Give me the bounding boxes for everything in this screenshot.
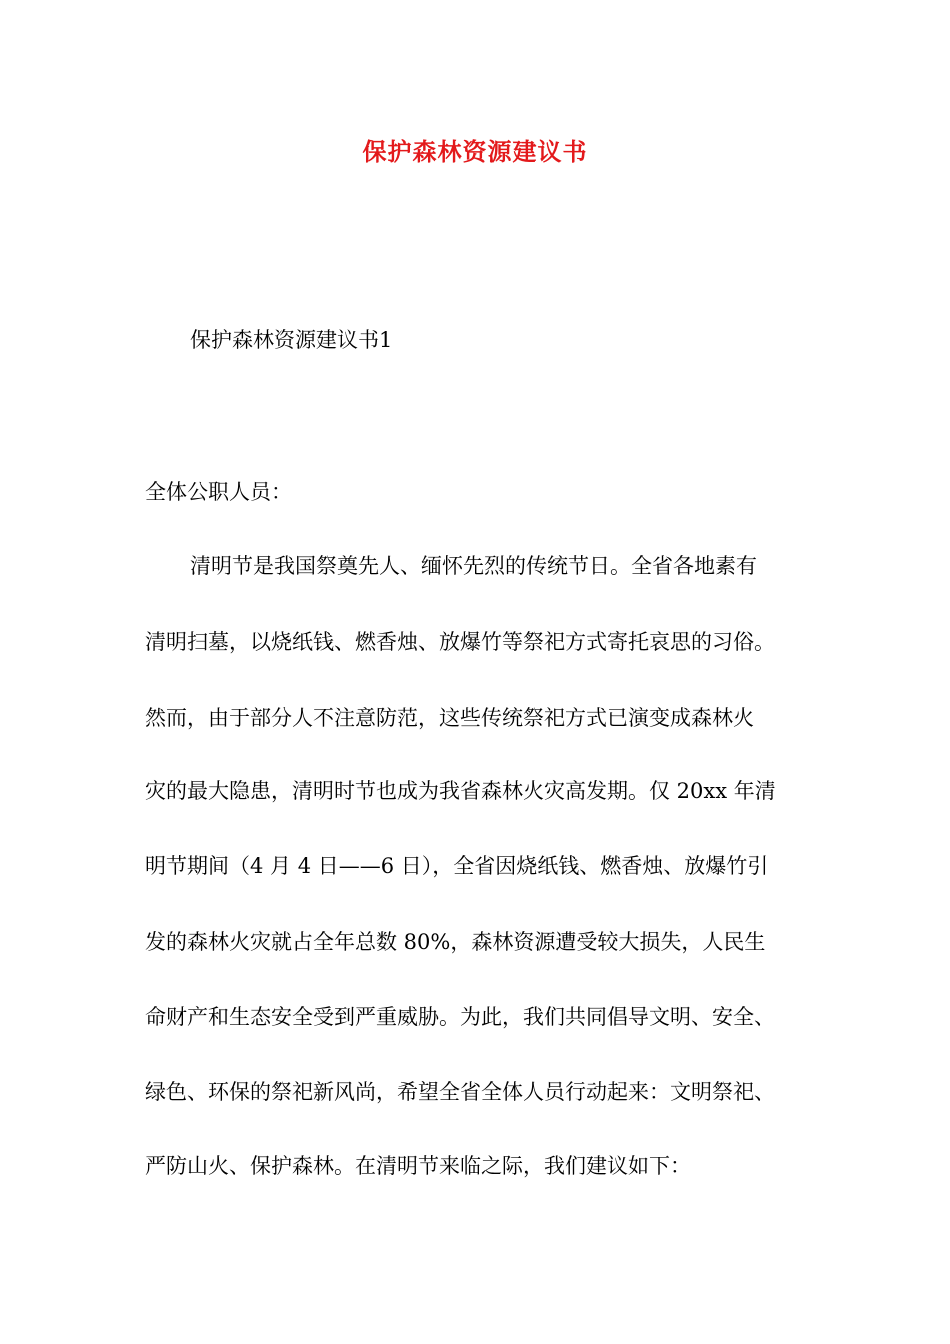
paragraph-line: 灾的最大隐患，清明时节也成为我省森林火灾高发期。仅 20xx 年清	[145, 779, 776, 803]
paragraph-line: 清明节是我国祭奠先人、缅怀先烈的传统节日。全省各地素有	[190, 554, 757, 578]
section-heading: 保护森林资源建议书1	[190, 328, 393, 352]
paragraph-line: 明节期间（4 月 4 日——6 日），全省因烧纸钱、燃香烛、放爆竹引	[145, 854, 769, 878]
salutation: 全体公职人员：	[145, 480, 292, 504]
paragraph-line: 然而，由于部分人不注意防范，这些传统祭祀方式已演变成森林火	[145, 706, 754, 730]
paragraph-line: 严防山火、保护森林。在清明节来临之际，我们建议如下：	[145, 1154, 691, 1178]
paragraph-line: 命财产和生态安全受到严重威胁。为此，我们共同倡导文明、安全、	[145, 1005, 775, 1029]
paragraph-line: 清明扫墓，以烧纸钱、燃香烛、放爆竹等祭祀方式寄托哀思的习俗。	[145, 630, 775, 654]
paragraph-line: 发的森林火灾就占全年总数 80%，森林资源遭受较大损失，人民生	[145, 930, 766, 954]
paragraph-line: 绿色、环保的祭祀新风尚，希望全省全体人员行动起来：文明祭祀、	[145, 1080, 775, 1104]
document-title: 保护森林资源建议书	[362, 137, 588, 166]
